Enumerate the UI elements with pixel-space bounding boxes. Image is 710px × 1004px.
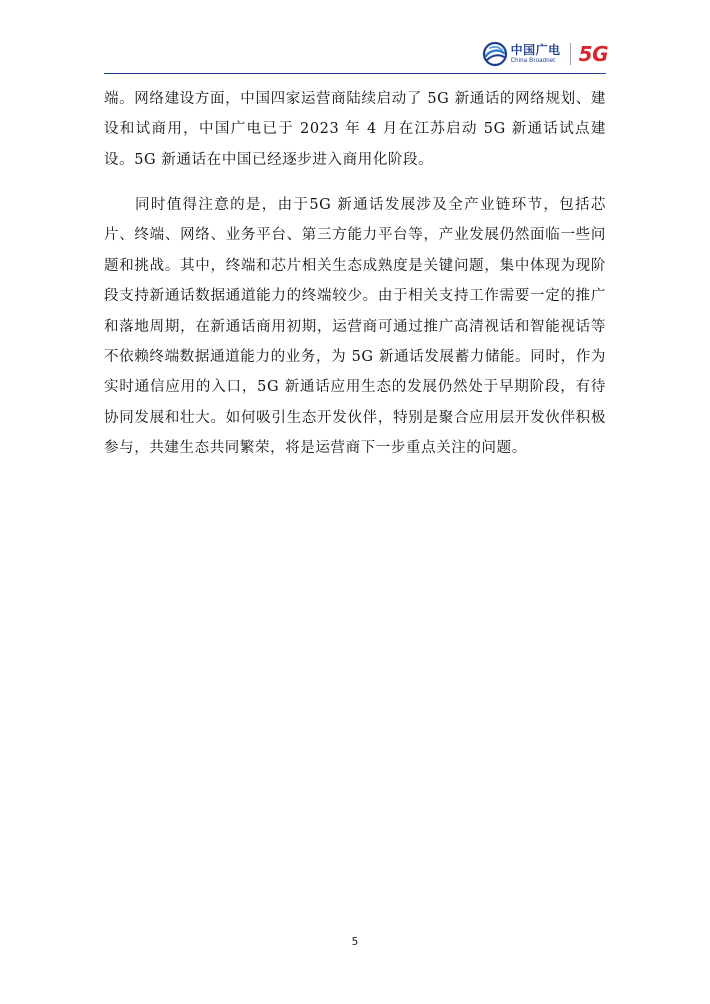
header-rule [104, 73, 606, 74]
body-paragraph: 端。网络建设方面，中国四家运营商陆续启动了 5G 新通话的网络规划、建设和试商用，中国广电已于 2023 年 4 月在江苏启动 5G 新通话试点建设。5G 新通话在中国已经逐步进入商用化阶段。 [104, 91, 606, 168]
logo-divider [570, 43, 571, 65]
china-broadnet-logo-en: China Broadnet [510, 58, 556, 64]
china-broadnet-swirl-icon [482, 41, 508, 67]
fiveg-logo: 5G [578, 42, 608, 66]
header-logos [482, 38, 608, 70]
china-broadnet-logo [482, 41, 561, 67]
body-paragraph: 同时值得注意的是，由于5G 新通话发展涉及全产业链环节，包括芯片、终端、网络、业务平台、第三方能力平台等，产业发展仍然面临一些问题和挑战。其中，终端和芯片相关生态成熟度是关键问题，集中体现为现阶段支持新通话数据通道能力的终端较少。由于相关支持工作需要一定的推广和落地周期，在新通话商用初期，运营商可通过推广高清视话和智能视话等不依赖终端数据通道能力的业务，为 5G 新通话发展蓄力储能。同时，作为实时通信应用的入口，5G 新通话应用生态的发展仍然处于早期阶段，有待协同发展和壮大。如何吸引生态开发伙伴，特别是聚合应用层开发伙伴积极参与，共建生态共同繁荣，将是运营商下一步重点关注的问题。 [104, 197, 606, 457]
china-broadnet-logo-cn: 中国广电 [510, 43, 561, 57]
page-number: 5 [351, 936, 359, 948]
